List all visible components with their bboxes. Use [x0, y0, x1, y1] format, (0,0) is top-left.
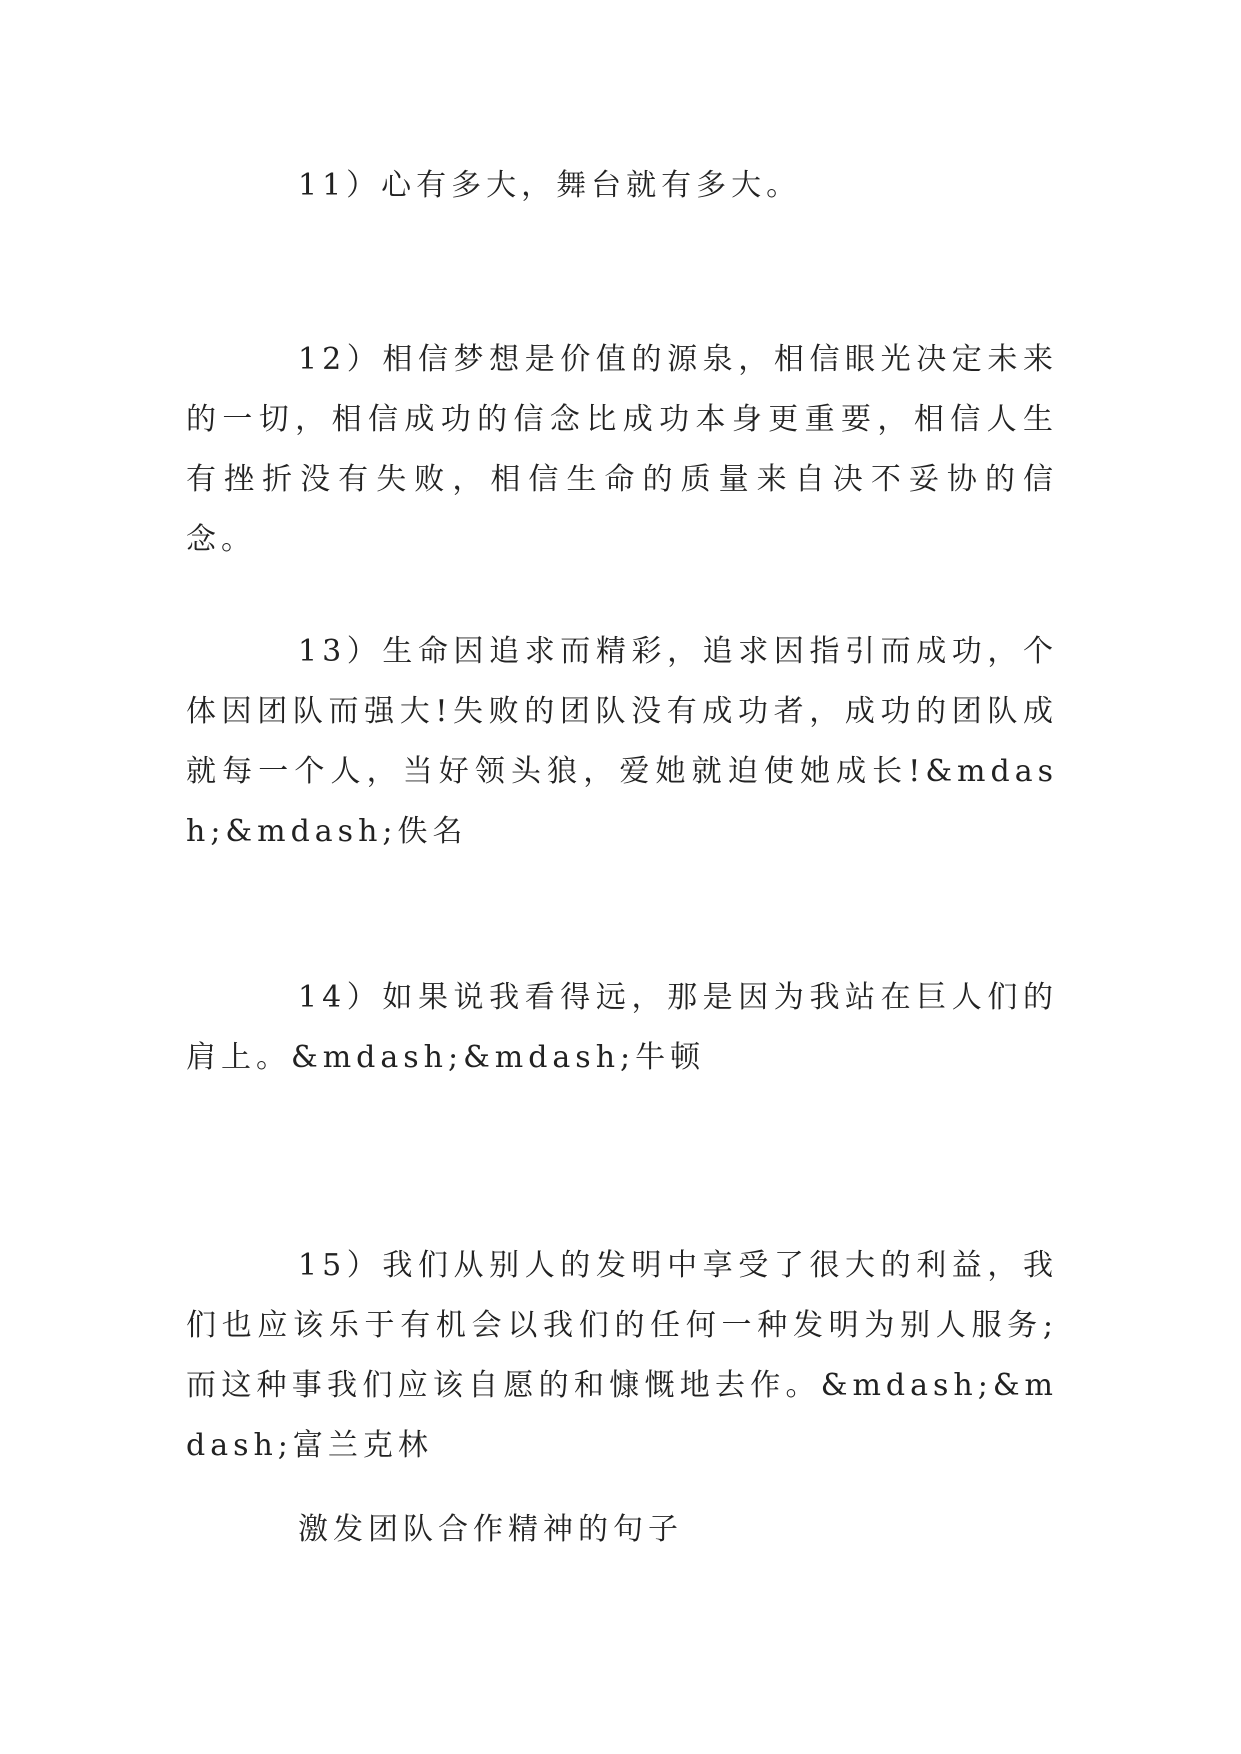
- quote-paragraph-14: 14）如果说我看得远，那是因为我站在巨人们的肩上。&mdash;&mdash;牛顿: [186, 980, 1058, 1075]
- quote-paragraph-13: 13）生命因追求而精彩，追求因指引而成功，个体因团队而强大!失败的团队没有成功者，成功的团队成就每一个人，当好领头狼，爱她就迫使她成长!&mdash;&mdash;佚名: [186, 634, 1058, 849]
- quote-paragraph-11: 11）心有多大，舞台就有多大。: [298, 168, 802, 203]
- quote-paragraph-12: 12）相信梦想是价值的源泉，相信眼光决定未来的一切，相信成功的信念比成功本身更重要，相信人生有挫折没有失败，相信生命的质量来自决不妥协的信念。: [186, 342, 1058, 557]
- section-heading: 激发团队合作精神的句子: [298, 1512, 683, 1547]
- quote-paragraph-15: 15）我们从别人的发明中享受了很大的利益，我们也应该乐于有机会以我们的任何一种发明为别人服务;而这种事我们应该自愿的和慷慨地去作。&mdash;&mdash;富兰克林: [186, 1248, 1058, 1463]
